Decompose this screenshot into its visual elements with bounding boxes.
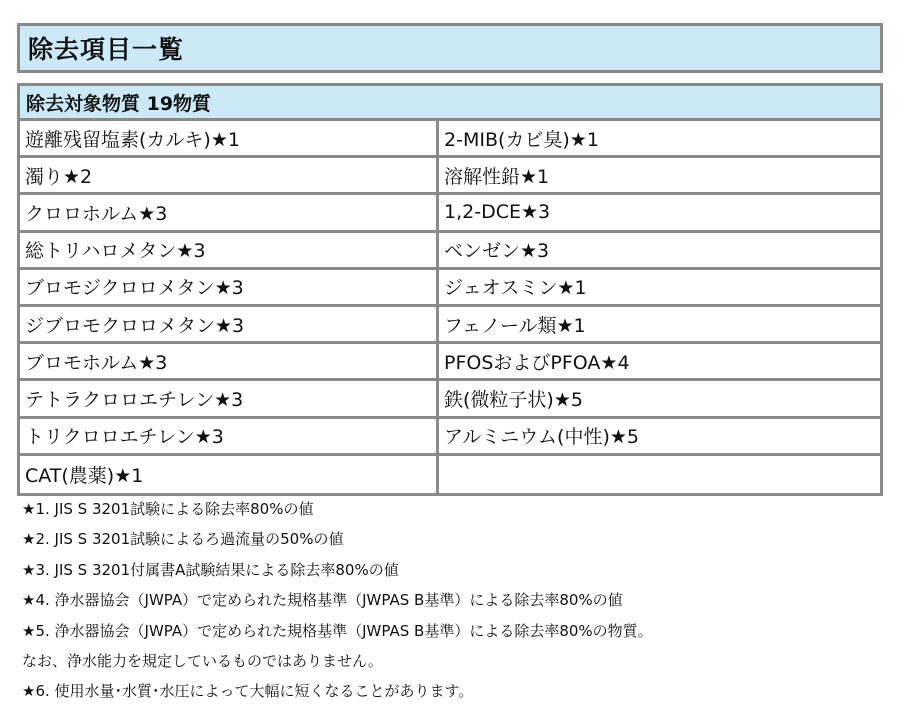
footnote: ★3. JIS S 3201付属書A試験結果による除去率80%の値 [22, 560, 399, 579]
table-row [20, 195, 880, 232]
table-row [20, 270, 880, 307]
table-cell: 遊離残留塩素(カルキ)★1 [20, 121, 439, 155]
table-row [20, 344, 880, 381]
table-header-label: 除去対象物質 19物質 [26, 92, 212, 115]
table-cell: テトラクロロエチレン★3 [20, 381, 439, 415]
table-row [20, 381, 880, 418]
table-cell: 溶解性鉛★1 [444, 165, 550, 188]
table-cell: トリクロロエチレン★3 [20, 419, 439, 453]
footnote: なお、浄水能力を規定しているものではありません。 [22, 652, 383, 671]
table-cell: CAT(農薬)★1 [20, 456, 439, 493]
table-row [20, 456, 880, 493]
table-cell: ブロモホルム★3 [20, 344, 439, 378]
footnote: ★5. 浄水器協会（JWPA）で定められた規格基準（JWPAS B基準）による除去率80%の物質。 [22, 621, 653, 640]
table-row [20, 158, 880, 195]
footnote: ★4. 浄水器協会（JWPA）で定められた規格基準（JWPAS B基準）による除去率80%の値 [22, 591, 623, 610]
table-cell: 濁り★2 [20, 158, 439, 192]
footnotes [22, 494, 882, 707]
table-cell: アルミニウム(中性)★5 [444, 426, 639, 449]
page-title: 除去項目一覧 [28, 35, 185, 64]
table-cell: ブロモジクロロメタン★3 [20, 270, 439, 304]
table-row [20, 419, 880, 456]
table-cell: フェノール類★1 [444, 314, 586, 337]
removal-table [17, 83, 883, 496]
table-row [20, 233, 880, 270]
footnote: ★2. JIS S 3201試験によるろ過流量の50%の値 [22, 530, 344, 549]
table-cell: クロロホルム★3 [20, 195, 439, 229]
table-row [20, 121, 880, 158]
table-cell [439, 456, 880, 493]
table-cell: ジブロモクロロメタン★3 [20, 307, 439, 341]
table-cell: 1,2-DCE★3 [444, 201, 551, 224]
table-cell: 総トリハロメタン★3 [20, 233, 439, 267]
table-cell: 鉄(微粒子状)★5 [444, 388, 583, 411]
table-cell: 2-MIB(カビ臭)★1 [444, 128, 599, 151]
footnote: ★6. 使用水量･水質･水圧によって大幅に短くなることがあります。 [22, 682, 474, 701]
footnote: ★1. JIS S 3201試験による除去率80%の値 [22, 500, 314, 518]
table-row [20, 307, 880, 344]
table-header [20, 86, 880, 121]
title-bar [17, 23, 883, 73]
table-cell: PFOSおよびPFOA★4 [444, 351, 630, 374]
table-cell: ベンゼン★3 [444, 240, 550, 263]
table-cell: ジェオスミン★1 [444, 277, 587, 300]
